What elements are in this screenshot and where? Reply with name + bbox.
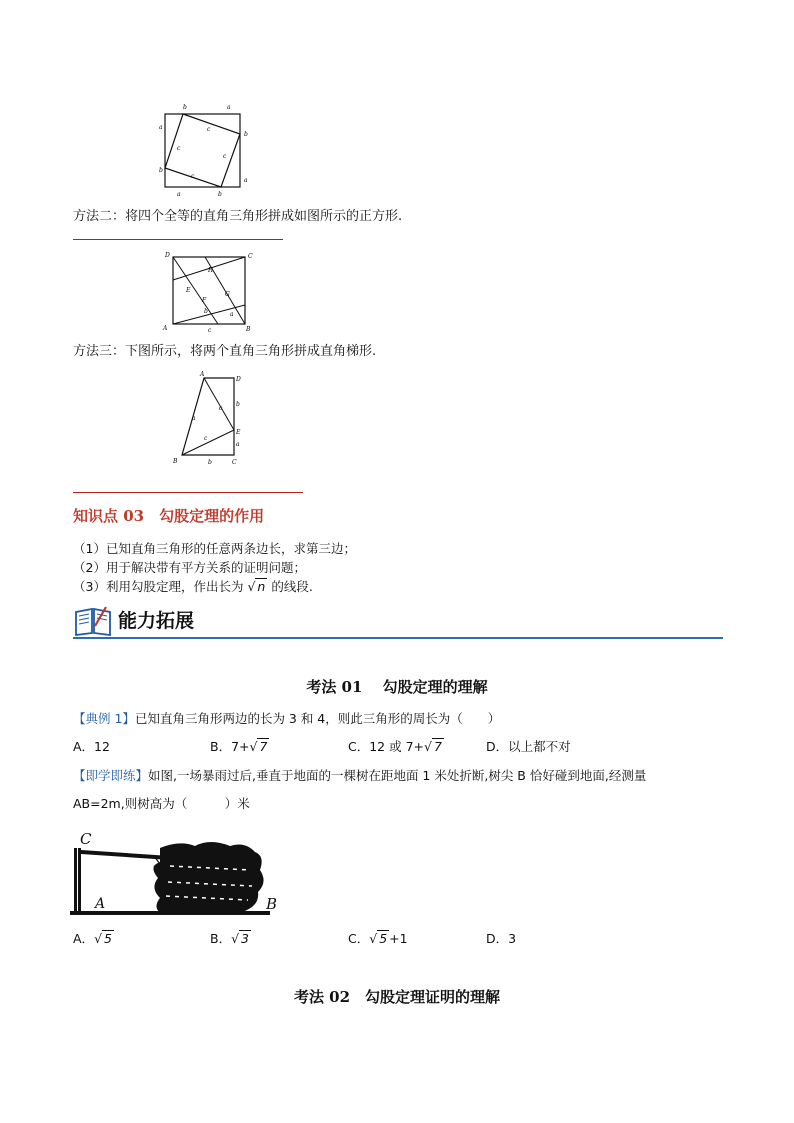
svg-text:E: E [186,287,191,294]
svg-text:D: D [236,376,241,383]
svg-text:b: b [236,401,240,408]
svg-text:A: A [95,896,106,912]
practice-line-1: 【即学即练】如图,一场暴雨过后,垂直于地面的一棵树在距地面 1 米处折断,树尖 B 恰好碰到地面,经测量 [73,768,647,783]
divider-red-1 [73,239,283,240]
svg-text:a: a [159,124,163,131]
option-a: A．12 [73,739,110,754]
method2-text: 方法二：将四个全等的直角三角形拼成如图所示的正方形. [73,209,403,224]
kp03-item-1: （1）已知直角三角形的任意两条边长，求第三边； [73,541,356,556]
svg-text:E: E [236,429,241,436]
svg-text:c: c [207,126,211,133]
svg-text:c: c [177,145,181,152]
book-icon [73,604,113,636]
svg-text:C: C [232,459,237,466]
svg-text:C: C [248,253,253,260]
svg-text:B: B [173,458,178,465]
svg-text:a: a [192,415,196,422]
svg-text:b: b [204,308,208,315]
figure-broken-tree [70,826,290,918]
svg-text:b: b [159,167,163,174]
svg-text:c: c [219,405,223,412]
svg-text:a: a [236,441,240,448]
svg-text:c: c [208,327,212,334]
svg-text:c: c [191,173,195,180]
svg-text:c: c [204,435,208,442]
kp03-item-2: （2）用于解决带有平方关系的证明问题； [73,560,306,575]
svg-text:F: F [202,297,207,304]
divider-red-2 [73,492,303,493]
method3-text: 方法三：下图所示，将两个直角三角形拼成直角梯形. [73,344,377,359]
figure-method2-square [160,250,255,335]
figure-method3-trapezoid [168,368,248,468]
svg-text:b: b [244,131,248,138]
svg-text:G: G [225,291,230,298]
ability-title: 能力拓展 [118,610,195,632]
option-b: B．7+√ 7 [210,739,268,754]
example-1: 【典例 1】已知直角三角形两边的长为 3 和 4，则此三角形的周长为（ ） [73,711,501,726]
svg-text:B: B [246,326,251,333]
kaofa01-title: 考法 01 勾股定理的理解 [306,678,488,696]
svg-text:c: c [223,153,227,160]
svg-text:C: C [80,830,92,848]
option2-b: B．√ 3 [210,931,249,946]
option2-d: D．3 [486,931,517,946]
svg-text:b: b [218,191,222,198]
svg-text:A: A [163,325,168,332]
svg-text:b: b [208,459,212,466]
svg-text:H: H [208,267,214,274]
svg-text:a: a [230,311,234,318]
svg-text:A: A [200,371,205,378]
sqrt-n: √ n [247,579,266,594]
option-c: C．12 或 7+√ 7 [348,739,442,754]
svg-text:a: a [227,104,231,111]
svg-text:a: a [177,191,181,198]
svg-text:a: a [244,177,248,184]
kaofa02-title: 考法 02 勾股定理证明的理解 [293,988,501,1006]
divider-blue [73,637,723,639]
practice-line-2: AB=2m,则树高为（ ）米 [73,796,250,811]
kp03-item-3: （3）利用勾股定理，作出长为 √ n 的线段. [73,579,313,594]
svg-text:D: D [165,252,170,259]
option2-c: C．√ 5 +1 [348,931,408,946]
option2-a: A．√ 5 [73,931,112,946]
svg-text:b: b [183,104,187,111]
option-d: D．以上都不对 [486,739,571,754]
figure-method1-square [155,100,255,200]
kp03-title: 知识点 03 勾股定理的作用 [73,507,265,525]
svg-text:B: B [266,895,278,913]
